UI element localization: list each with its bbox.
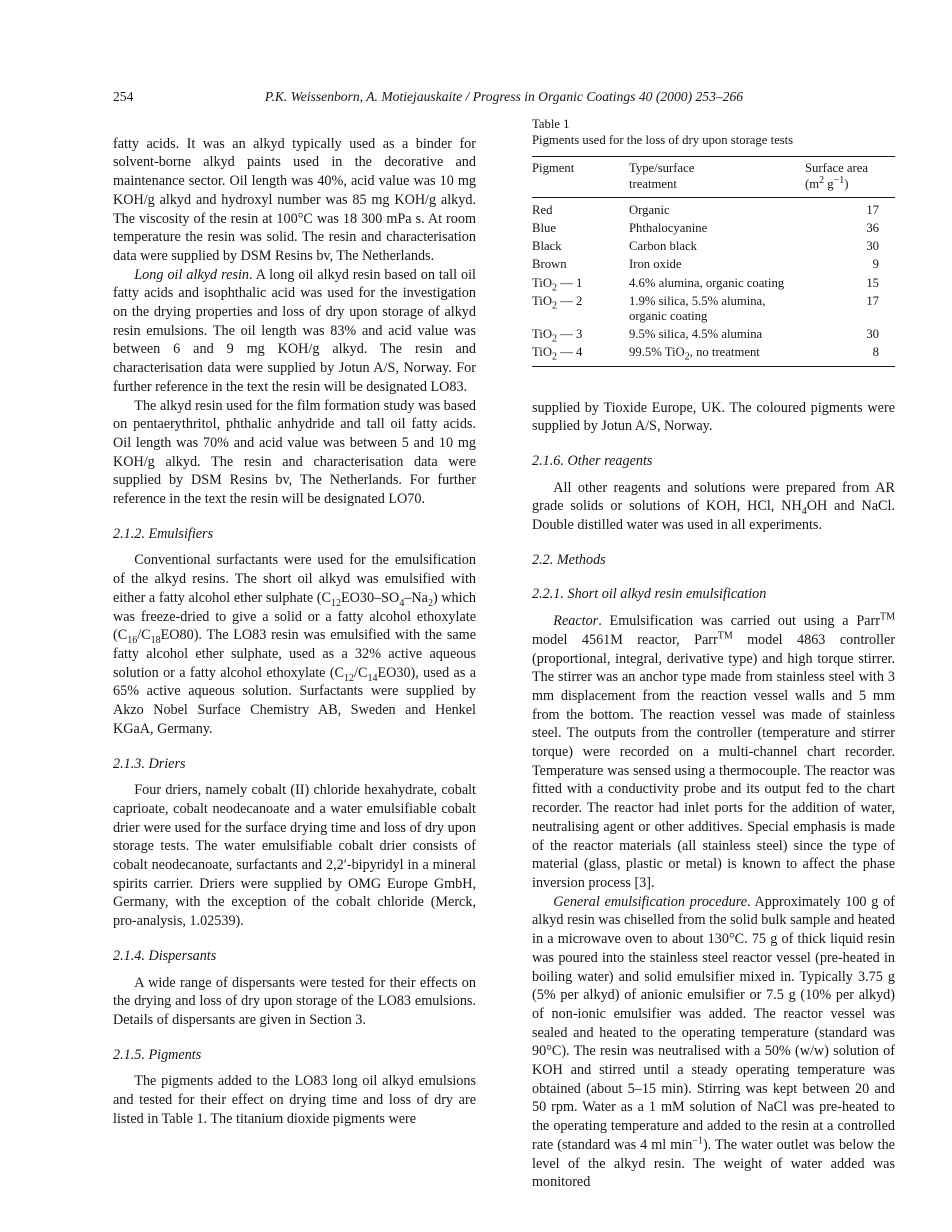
cell-surface-area: 30 <box>866 239 879 254</box>
cell-pigment: Black <box>532 239 562 254</box>
table-row <box>532 219 895 237</box>
heading-2-1-5-pigments: 2.1.5. Pigments <box>113 1046 202 1063</box>
table-1-label: Table 1 <box>532 116 570 131</box>
heading-2-2-1-emulsification: 2.2.1. Short oil alkyd resin emulsification <box>532 586 767 603</box>
heading-2-1-4-dispersants: 2.1.4. Dispersants <box>113 947 217 964</box>
cell-surface-area: 30 <box>866 327 879 342</box>
table-row <box>532 256 895 274</box>
cell-type: 99.5% TiO$_2$, no treatment <box>629 345 760 363</box>
table-header-row <box>532 157 895 197</box>
col-header-type: Type/surface treatment <box>629 157 805 197</box>
paragraph-general-procedure: General emulsification procedure. Approximately 100 g of alkyd resin was chiselled from the solid bulk sample and heated in a microwave oven to about 130°C. 75 g of thick liquid resin was poured into the stainless steel reactor vessel (pre-heated in boiling water) and solid emulsifier mixed in. Typically 3.75 g (5% per alkyd) of anionic emulsifier or 7.5 g (10% per alkyd) of non-ionic emulsifier was added. The reactor vessel was sealed and heated to the operating temperature (standard was 90°C). The resin was neutralised with a 50% (w/w) solution of KOH and stirred until a steady operating temperature was obtained (about 5–15 min). Stirring was kept between 20 and 50 rpm. Water as a 1 mM solution of NaCl was pre-heated to the operating temperature and added to the resin at a controlled rate (standard was 4 ml $\min^{-1}$). The water outlet was below the level of the alkyd resin. The weight of water added was monitored <box>532 893 895 1191</box>
paragraph-film-formation-resin: The alkyd resin used for the film formation study was based on pentaerythritol, phthalic anhydride and tall oil fatty acids. Oil length was 70% and acid value was between 5 and 10 mg KOH/g alkyd. The resin and characterisation data were supplied by DSM Resins bv, The Netherlands. For further reference in the text the resin will be designated LO70. <box>113 397 476 508</box>
table-row <box>532 197 895 219</box>
cell-surface-area: 17 <box>866 202 879 217</box>
table-row <box>532 274 895 292</box>
heading-2-2-methods: 2.2. Methods <box>532 551 606 568</box>
heading-2-1-2-emulsifiers: 2.1.2. Emulsifiers <box>113 525 214 542</box>
paragraph-dispersants: A wide range of dispersants were tested for their effects on the drying and loss of dry upon storage of the LO83 emulsions. Details of dispersants are given in Section 3. <box>113 974 476 1028</box>
cell-pigment: TiO$_2$ — 2 <box>532 293 583 312</box>
cell-type: Carbon black <box>629 239 697 254</box>
right-column <box>532 117 895 1192</box>
table-row <box>532 292 895 325</box>
cell-pigment: Brown <box>532 257 567 272</box>
cell-surface-area: 17 <box>866 293 879 308</box>
col-header-pigment: Pigment <box>532 157 629 197</box>
table-row <box>532 344 895 366</box>
paragraph-reactor: Reactor. Emulsification was carried out using a Parr™ model 4561M reactor, Parr™ model 4863 controller (proportional, integral, derivative type) and high torque stirrer. The stirrer was an anchor type made from stainless steel with 3 mm displacement from the reaction vessel walls and 5 mm from the bottom. The reaction vessel was made of stainless steel. The outputs from the controller (temperature and stirrer torque) were recorded on a multi-channel chart recorder. Temperature was sensed using a thermocouple. The reactor was fitted with a conductivity probe and its output fed to the chart recorder. The reactor had inlet ports for the addition of water, neutralising agent or other additives. Special emphasis is made of the reactor materials (all stainless steel) since the type of material (glass, plastic or metal) is known to affect the phase inversion process [3]. <box>532 611 895 891</box>
cell-type: Organic <box>629 202 670 217</box>
table-row <box>532 326 895 344</box>
table-1-title: Pigments used for the loss of dry upon storage tests <box>532 132 794 147</box>
paragraph-long-oil-alkyd: Long oil alkyd resin. A long oil alkyd resin based on tall oil fatty acids and isophthalic acid was used for the investigation on the drying properties and loss of dry upon storage of alkyd resin emulsions. The oil length was 83% and acid value was between 6 and 9 mg KOH/g alkyd. The resin and characterisation data were supplied by Jotun A/S, Norway. For further reference in the text the resin will be designated LO83. <box>113 266 476 395</box>
cell-pigment: TiO$_2$ — 3 <box>532 327 583 345</box>
cell-type: Phthalocyanine <box>629 220 708 235</box>
cell-surface-area: 15 <box>866 275 879 290</box>
two-column-body <box>113 117 895 1192</box>
table-row <box>532 238 895 256</box>
table-1-caption <box>532 117 895 149</box>
running-head <box>113 88 895 107</box>
heading-2-1-6-other-reagents: 2.1.6. Other reagents <box>532 452 653 469</box>
cell-surface-area: 9 <box>872 257 879 272</box>
cell-type: 9.5% silica, 4.5% alumina <box>629 327 763 342</box>
paragraph-short-oil-continuation: fatty acids. It was an alkyd typically used as a binder for solvent-borne alkyd paints used in the decorative and maintenance sector. Oil length was 40%, acid value was 10 mg KOH/g alkyd and hydroxyl number was 85 mg KOH/g alkyd. The viscosity of the resin at 100°C was 18 300 mPa s. At room temperature the resin was solid. The resin and characterisation data were supplied by DSM Resins bv, The Netherlands. <box>113 135 476 264</box>
col-header-surface-area: Surface area ($m^2$ $g^{-1}$) <box>805 157 895 197</box>
pigments-table-head <box>532 157 895 197</box>
cell-pigment: TiO$_2$ — 1 <box>532 275 583 294</box>
paragraph-pigments: The pigments added to the LO83 long oil alkyd emulsions and tested for their effect on drying time and loss of dry are listed in Table 1. The titanium dioxide pigments were <box>113 1073 476 1127</box>
cell-pigment: Red <box>532 202 553 217</box>
cell-surface-area: 36 <box>866 220 879 235</box>
paragraph-other-reagents: All other reagents and solutions were prepared from AR grade solids or solutions of KOH, HCl, $NH_4OH$ and NaCl. Double distilled water was used in all experiments. <box>532 479 895 534</box>
left-column <box>113 117 476 1192</box>
paragraph-driers: Four driers, namely cobalt (II) chloride hexahydrate, cobalt caprioate, cobalt neodecanoate and a water emulsifiable cobalt drier were used for the surface drying time and loss of dry upon storage tests. The water emulsifiable cobalt drier consists of cobalt neodecanoate, surfactants and 2,2′-bipyridyl in a mineral spirits carrier. Driers were supplied by OMG Europe GmbH, Germany, with the exception of the cobalt chloride (Merck, pro-analysis, 1.02539). <box>113 782 476 930</box>
cell-pigment: TiO$_2$ — 4 <box>532 345 583 363</box>
paragraph-pigments-continuation: supplied by Tioxide Europe, UK. The coloured pigments were supplied by Jotun A/S, Norway. <box>532 399 895 435</box>
cell-type: 4.6% alumina, organic coating <box>629 275 785 290</box>
pigments-table-body <box>532 197 895 366</box>
cell-pigment: Blue <box>532 220 556 235</box>
heading-2-1-3-driers: 2.1.3. Driers <box>113 755 186 772</box>
running-title: P.K. Weissenborn, A. Motiejauskaite / Progress in Organic Coatings 40 (2000) 253–266 <box>264 89 744 104</box>
table-1 <box>532 117 895 367</box>
paragraph-emulsifiers: Conventional surfactants were used for the emulsification of the alkyd resins. The short oil alkyd was emulsified with either a fatty alcohol ether sulphate $(C_{12}EO30-SO_4-Na_2)$ which was freeze-dried to give a solid or a fatty alcohol ethoxylate $(C_{16}/C_{18}EO80)$. The LO83 resin was emulsified with the same fatty alcohol ether sulphate, used as a 32% active aqueous solution or a fatty alcohol ethoxylate $(C_{12}/C_{14}EO30)$, used as a 65% active aqueous solution. Surfactants were supplied by Akzo Nobel Surface Chemistry AB, Sweden and Henkel KGaA, Germany. <box>113 552 477 737</box>
cell-surface-area: 8 <box>872 345 879 360</box>
page-number: 254 <box>113 89 134 104</box>
pigments-table <box>532 156 895 366</box>
cell-type: 1.9% silica, 5.5% alumina, organic coating <box>629 293 766 323</box>
cell-type: Iron oxide <box>629 257 682 272</box>
